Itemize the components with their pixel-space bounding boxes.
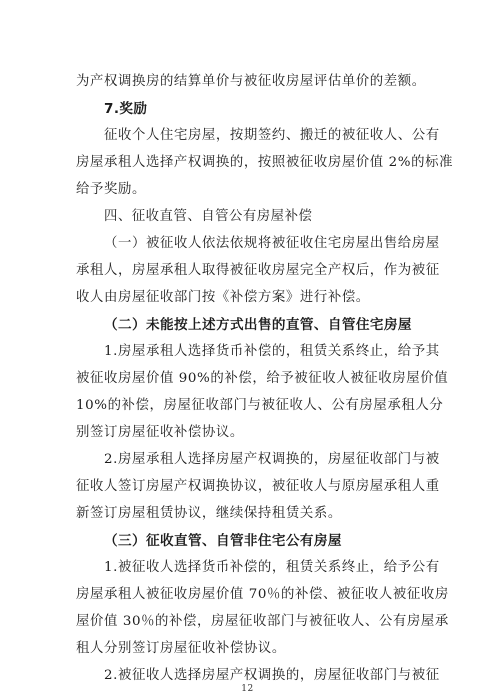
paragraph-line: 征收个人住宅房屋，按期签约、搬迁的被征收人、公有 (104, 128, 440, 143)
paragraph-line: 1.房屋承租人选择货币补偿的，租赁关系终止，给予其 (104, 344, 440, 359)
paragraph-line: 被征收房屋价值 90%的补偿，给予被征收人被征收房屋价值 (76, 371, 449, 386)
paragraph-line: 租人分别签订房屋征收补偿协议。 (76, 641, 286, 656)
paragraph-line: 1.被征收人选择货币补偿的，租赁关系终止，给予公有 (104, 560, 440, 575)
paragraph-line: 承租人，房屋承租人取得被征收房屋完全产权后，作为被征 (76, 263, 440, 278)
subsection-heading: （三）征收直管、自管非住宅公有房屋 (104, 533, 342, 549)
paragraph-line: （一）被征收人依法依规将被征收住宅房屋出售给房屋 (104, 236, 440, 251)
section-heading: 7.奖励 (104, 101, 148, 117)
paragraph-line: 10%的补偿，房屋征收部门与被征收人、公有房屋承租人分 (76, 398, 444, 413)
paragraph-line: 收人由房屋征收部门按《补偿方案》进行补偿。 (76, 290, 370, 305)
paragraph-line: 别签订房屋征收补偿协议。 (76, 425, 244, 440)
paragraph-line: 新签订房屋租赁协议，继续保持租赁关系。 (76, 506, 342, 521)
paragraph-line: 为产权调换房的结算单价与被征收房屋评估单价的差额。 (76, 74, 426, 89)
subsection-heading: （二）未能按上述方式出售的直管、自管住宅房屋 (104, 317, 412, 333)
paragraph-line: 房屋承租人被征收房屋价值 70％的补偿、被征收人被征收房 (76, 587, 449, 602)
paragraph-line: 征收人签订房屋产权调换协议，被征收人与原房屋承租人重 (76, 479, 440, 494)
section-heading: 四、征收直管、自管公有房屋补偿 (104, 209, 313, 224)
paragraph-line: 屋价值 30％的补偿，房屋征收部门与被征收人、公有房屋承 (76, 614, 449, 629)
page-number: 12 (241, 684, 254, 694)
paragraph-line: 2.房屋承租人选择房屋产权调换的，房屋征收部门与被 (104, 452, 440, 467)
paragraph-line: 2.被征收人选择房屋产权调换的，房屋征收部门与被征 (104, 668, 440, 683)
paragraph-line: 房屋承租人选择产权调换的，按照被征收房屋价值 2%的标准 (76, 155, 454, 170)
paragraph-line: 给予奖励。 (76, 182, 146, 197)
